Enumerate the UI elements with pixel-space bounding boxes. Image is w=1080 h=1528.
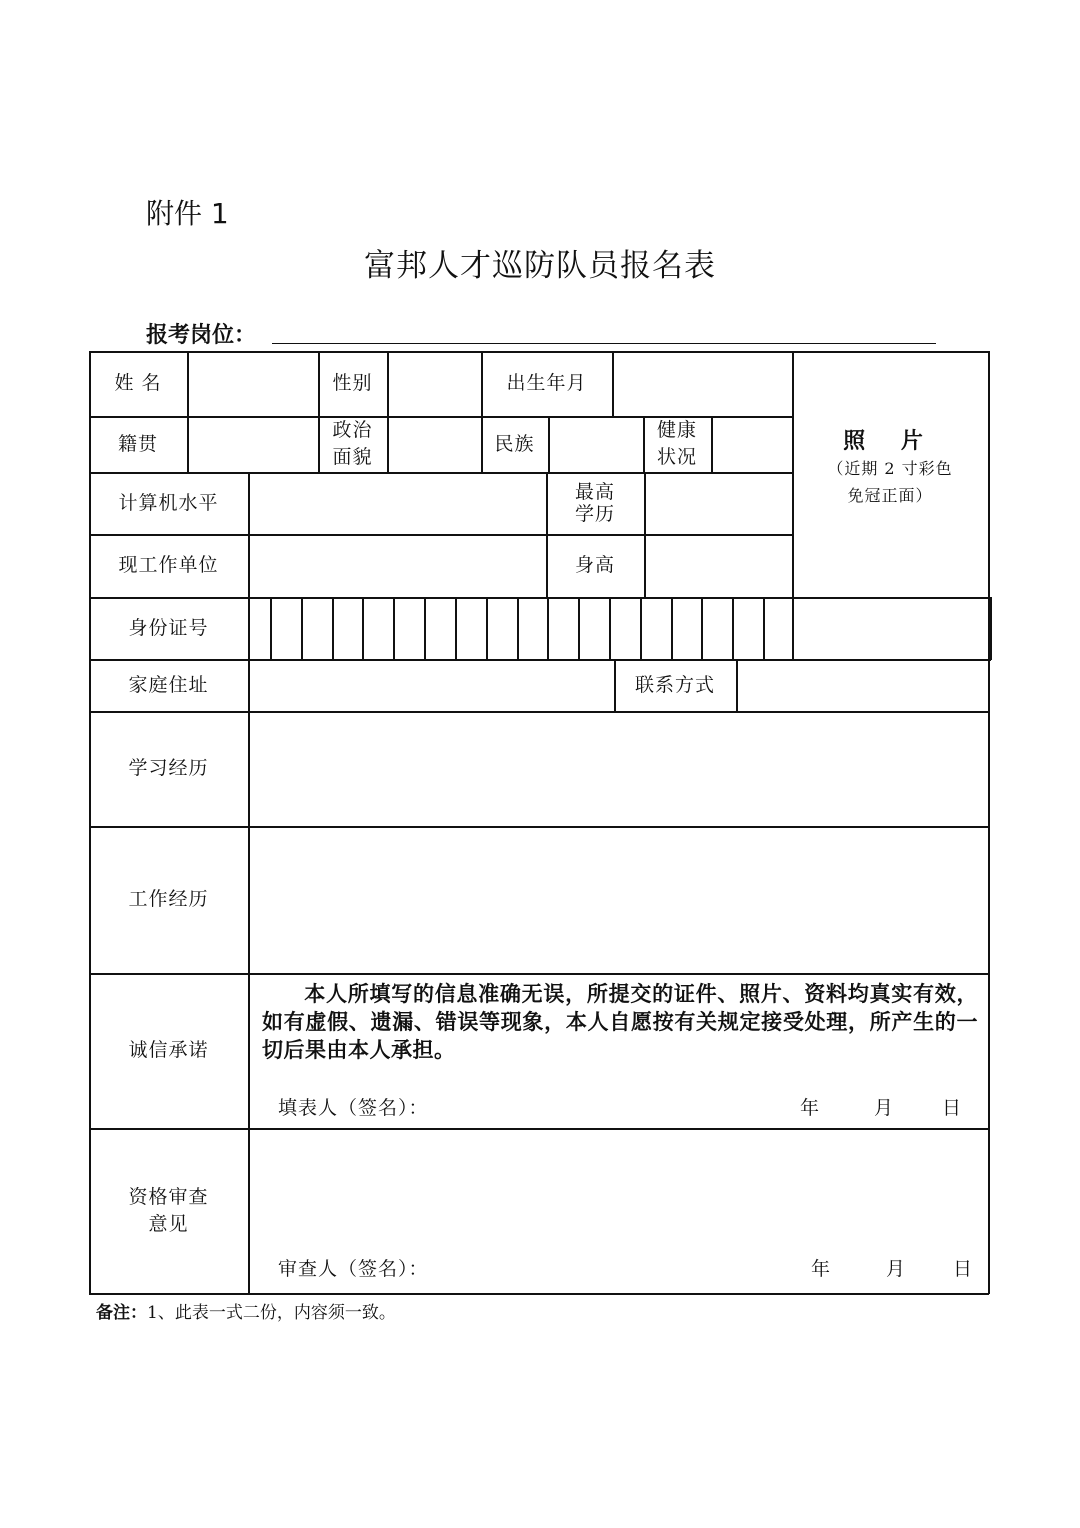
- filler-date-month: 月: [874, 1097, 895, 1119]
- label-photo: 照 片: [843, 428, 937, 454]
- label-review: [89, 1128, 248, 1293]
- id-cell-line: [732, 597, 734, 659]
- label-column-line: [248, 472, 250, 1294]
- label-ethnicity: 民族: [494, 432, 535, 455]
- id-row-right-border: [990, 597, 992, 660]
- col-line: [548, 416, 550, 472]
- filler-date-day: 日: [942, 1097, 963, 1119]
- id-cell-line: [763, 597, 765, 659]
- label-id-number: 身份证号: [128, 616, 209, 639]
- label-gender: 性别: [332, 372, 373, 394]
- label-computer-level: 计算机水平: [118, 491, 219, 514]
- id-cell-line: [301, 597, 303, 659]
- remark: [96, 1298, 396, 1323]
- label-health-line2: 状况: [656, 446, 697, 468]
- id-cell-line: [547, 597, 549, 659]
- label-review-line2: 意见: [148, 1212, 189, 1235]
- form-title: 富邦人才巡防队员报名表: [364, 248, 716, 284]
- filler-date-year: 年: [800, 1097, 821, 1119]
- id-cell-line: [609, 597, 611, 659]
- table-border-bottom: [89, 1293, 989, 1295]
- remark-text: 1、此表一式二份，内容须一致。: [147, 1303, 396, 1323]
- col-line: [387, 351, 389, 472]
- id-cell-line: [578, 597, 580, 659]
- remark-label: 备注：: [96, 1303, 147, 1323]
- label-political-line1: 政治: [332, 419, 373, 441]
- label-health: [643, 416, 711, 472]
- label-study-history: 学习经历: [128, 757, 209, 779]
- review-date-day: 日: [953, 1258, 974, 1280]
- label-political-line2: 面貌: [332, 446, 373, 468]
- post-label: 报考岗位：: [146, 322, 257, 348]
- attachment-number: 附件 1: [146, 197, 229, 230]
- id-cell-line: [671, 597, 673, 659]
- id-cell-line: [640, 597, 642, 659]
- filler-signature-label: 填表人（签名）：: [278, 1097, 429, 1119]
- pledge-text: 本人所填写的信息准确无误，所提交的证件、照片、资料均真实有效，如有虚假、遗漏、错误等现象，本人自愿按有关规定接受处理，所产生的一切后果由本人承担。: [262, 981, 978, 1062]
- id-cell-line: [486, 597, 488, 659]
- label-contact: 联系方式: [634, 673, 715, 696]
- label-integrity: 诚信承诺: [128, 1039, 209, 1061]
- id-cell-line: [362, 597, 364, 659]
- id-cell-line: [517, 597, 519, 659]
- col-line: [644, 472, 646, 597]
- label-education-line1: 最高: [574, 481, 615, 503]
- label-health-line1: 健康: [656, 419, 697, 441]
- review-date-year: 年: [811, 1258, 832, 1280]
- label-address: 家庭住址: [128, 673, 209, 696]
- col-line: [612, 351, 614, 416]
- label-political-status: [318, 416, 387, 472]
- label-height: 身高: [574, 554, 615, 576]
- id-cell-line: [701, 597, 703, 659]
- label-name: 姓 名: [114, 372, 162, 394]
- id-cell-line: [455, 597, 457, 659]
- label-birth-date: 出生年月: [506, 372, 587, 394]
- id-cell-line: [424, 597, 426, 659]
- photo-area[interactable]: [792, 428, 988, 524]
- label-work-unit: 现工作单位: [118, 554, 219, 576]
- id-cell-line: [393, 597, 395, 659]
- label-review-line1: 资格审查: [128, 1185, 209, 1208]
- table-border-right: [988, 351, 990, 1294]
- col-line: [187, 351, 189, 472]
- label-native-place: 籍贯: [117, 432, 158, 455]
- id-cell-line: [270, 597, 272, 659]
- label-education: [546, 472, 644, 534]
- photo-note-line2: 免冠正面）: [847, 486, 933, 505]
- photo-note-line1: （近期 2 寸彩色: [827, 459, 953, 478]
- id-cell-line: [332, 597, 334, 659]
- label-education-line2: 学历: [574, 503, 615, 525]
- reviewer-signature-label: 审查人（签名）：: [278, 1258, 429, 1280]
- col-line: [736, 659, 738, 711]
- label-work-history: 工作经历: [128, 888, 209, 910]
- post-input-line[interactable]: [272, 343, 936, 344]
- review-date-month: 月: [886, 1258, 907, 1280]
- col-line: [711, 416, 713, 472]
